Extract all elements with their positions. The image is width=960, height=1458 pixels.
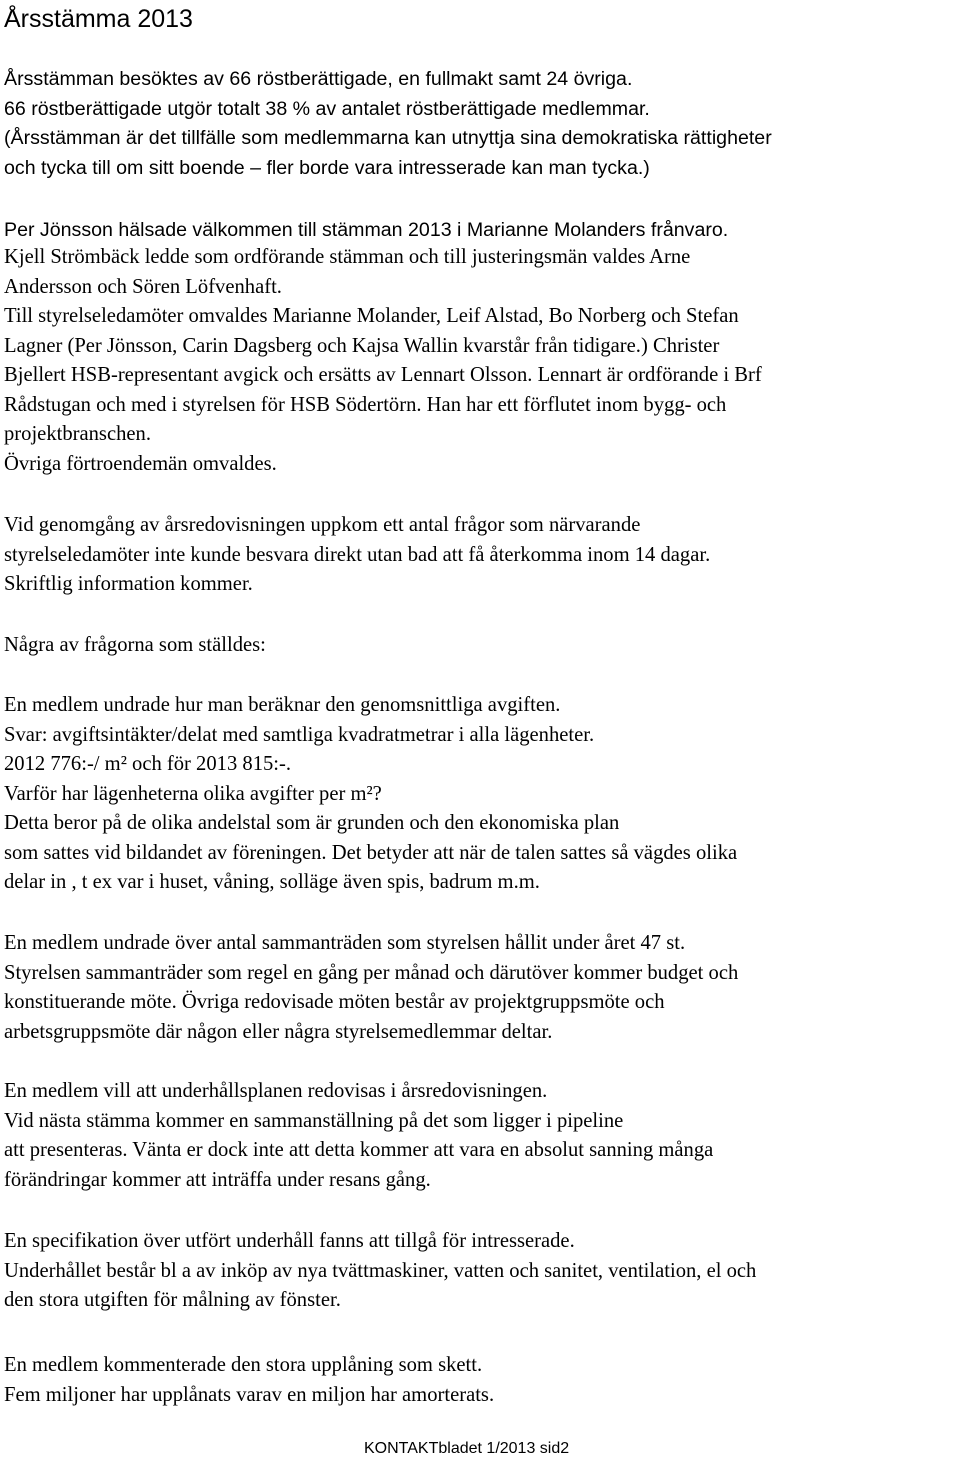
meetings-paragraph <box>4 929 738 1047</box>
text-line: Svar: avgiftsintäkter/delat med samtliga kvadratmetrar i alla lägenheter. <box>4 723 595 746</box>
text-line: Per Jönsson hälsade välkommen till stämman 2013 i Marianne Molanders frånvaro. <box>4 219 729 241</box>
text-line: Några av frågorna som ställdes: <box>4 634 266 656</box>
text-line: Underhållet består bl a av inköp av nya tvättmaskiner, vatten och sanitet, ventilation, el och <box>4 1259 757 1282</box>
text-line: En medlem vill att underhållsplanen redovisas i årsredovisningen. <box>4 1080 548 1102</box>
text-line: En medlem undrade över antal sammanträden som styrelsen hållit under året 47 st. <box>4 932 686 954</box>
text-line: arbetsgruppsmöte där någon eller några styrelsemedlemmar deltar. <box>4 1020 553 1043</box>
text-line: Övriga förtroendemän omvaldes. <box>4 452 277 475</box>
review-paragraph <box>4 511 710 600</box>
loan-paragraph <box>4 1351 494 1410</box>
text-line: styrelseledamöter inte kunde besvara direkt utan bad att få återkomma inom 14 dagar. <box>4 543 711 566</box>
text-line: delar in , t ex var i huset, våning, solläge även spis, badrum m.m. <box>4 871 540 893</box>
text-line: Rådstugan och med i styrelsen för HSB Södertörn. Han har ett förflutet inom bygg- och <box>4 393 727 416</box>
page-footer: KONTAKTbladet 1/2013 sid2 <box>364 1440 570 1457</box>
text-line: 66 röstberättigade utgör totalt 38 % av antalet röstberättigade medlemmar. <box>4 97 650 120</box>
text-line: En medlem undrade hur man beräknar den genomsnittliga avgiften. <box>4 694 561 716</box>
text-line: Skriftlig information kommer. <box>4 573 253 595</box>
text-line: Styrelsen sammanträder som regel en gång per månad och därutöver kommer budget och <box>4 961 739 984</box>
text-line: En medlem kommenterade den stora upplåning som skett. <box>4 1354 483 1376</box>
fee-question-paragraph <box>4 691 737 898</box>
text-line: Vid nästa stämma kommer en sammanställning på det som ligger i pipeline <box>4 1109 624 1132</box>
intro-paragraph <box>4 65 772 184</box>
text-line: Varför har lägenheterna olika avgifter per m²? <box>4 782 382 805</box>
text-line: Kjell Strömbäck ledde som ordförande stämman och till justeringsmän valdes Arne <box>4 246 691 268</box>
text-line: 2012 776:-/ m² och för 2013 815:-. <box>4 753 292 775</box>
text-line: En specifikation över utfört underhåll fanns att tillgå för intresserade. <box>4 1230 575 1252</box>
text-line: Till styrelseledamöter omvaldes Marianne Molander, Leif Alstad, Bo Norberg och Stefan <box>4 305 739 327</box>
text-line: Fem miljoner har upplånats varav en miljon har amorterats. <box>4 1383 495 1406</box>
text-line: den stora utgiften för målning av fönster. <box>4 1289 341 1311</box>
text-line: Årsstämman besöktes av 66 röstberättigade, en fullmakt samt 24 övriga. <box>4 68 633 90</box>
text-line: Andersson och Sören Löfvenhaft. <box>4 275 282 298</box>
text-line: att presenteras. Vänta er dock inte att detta kommer att vara en absolut sanning många <box>4 1139 714 1161</box>
maintenance-spec-paragraph <box>4 1227 756 1316</box>
text-line: förändringar kommer att inträffa under resans gång. <box>4 1168 431 1191</box>
text-line: och tycka till om sitt boende – fler borde vara intresserade kan man tycka.) <box>4 157 650 180</box>
page-title: Årsstämma 2013 <box>4 5 193 33</box>
election-paragraph <box>4 243 762 479</box>
text-line: Detta beror på de olika andelstal som är grunden och den ekonomiska plan <box>4 812 620 834</box>
text-line: (Årsstämman är det tillfälle som medlemmarna kan utnyttja sina demokratiska rättigheter <box>4 127 772 150</box>
text-line: Bjellert HSB-representant avgick och ersätts av Lennart Olsson. Lennart är ordförande i Brf <box>4 364 762 386</box>
text-line: som sattes vid bildandet av föreningen. Det betyder att när de talen sattes så vägdes olika <box>4 841 738 864</box>
maintenance-plan-paragraph <box>4 1077 713 1195</box>
questions-heading <box>4 631 266 661</box>
text-line: Vid genomgång av årsredovisningen uppkom ett antal frågor som närvarande <box>4 514 641 536</box>
welcome-paragraph <box>4 216 728 246</box>
text-line: Lagner (Per Jönsson, Carin Dagsberg och Kajsa Wallin kvarstår från tidigare.) Christer <box>4 334 720 357</box>
text-line: konstituerande möte. Övriga redovisade möten består av projektgruppsmöte och <box>4 991 665 1013</box>
text-line: projektbranschen. <box>4 423 151 445</box>
